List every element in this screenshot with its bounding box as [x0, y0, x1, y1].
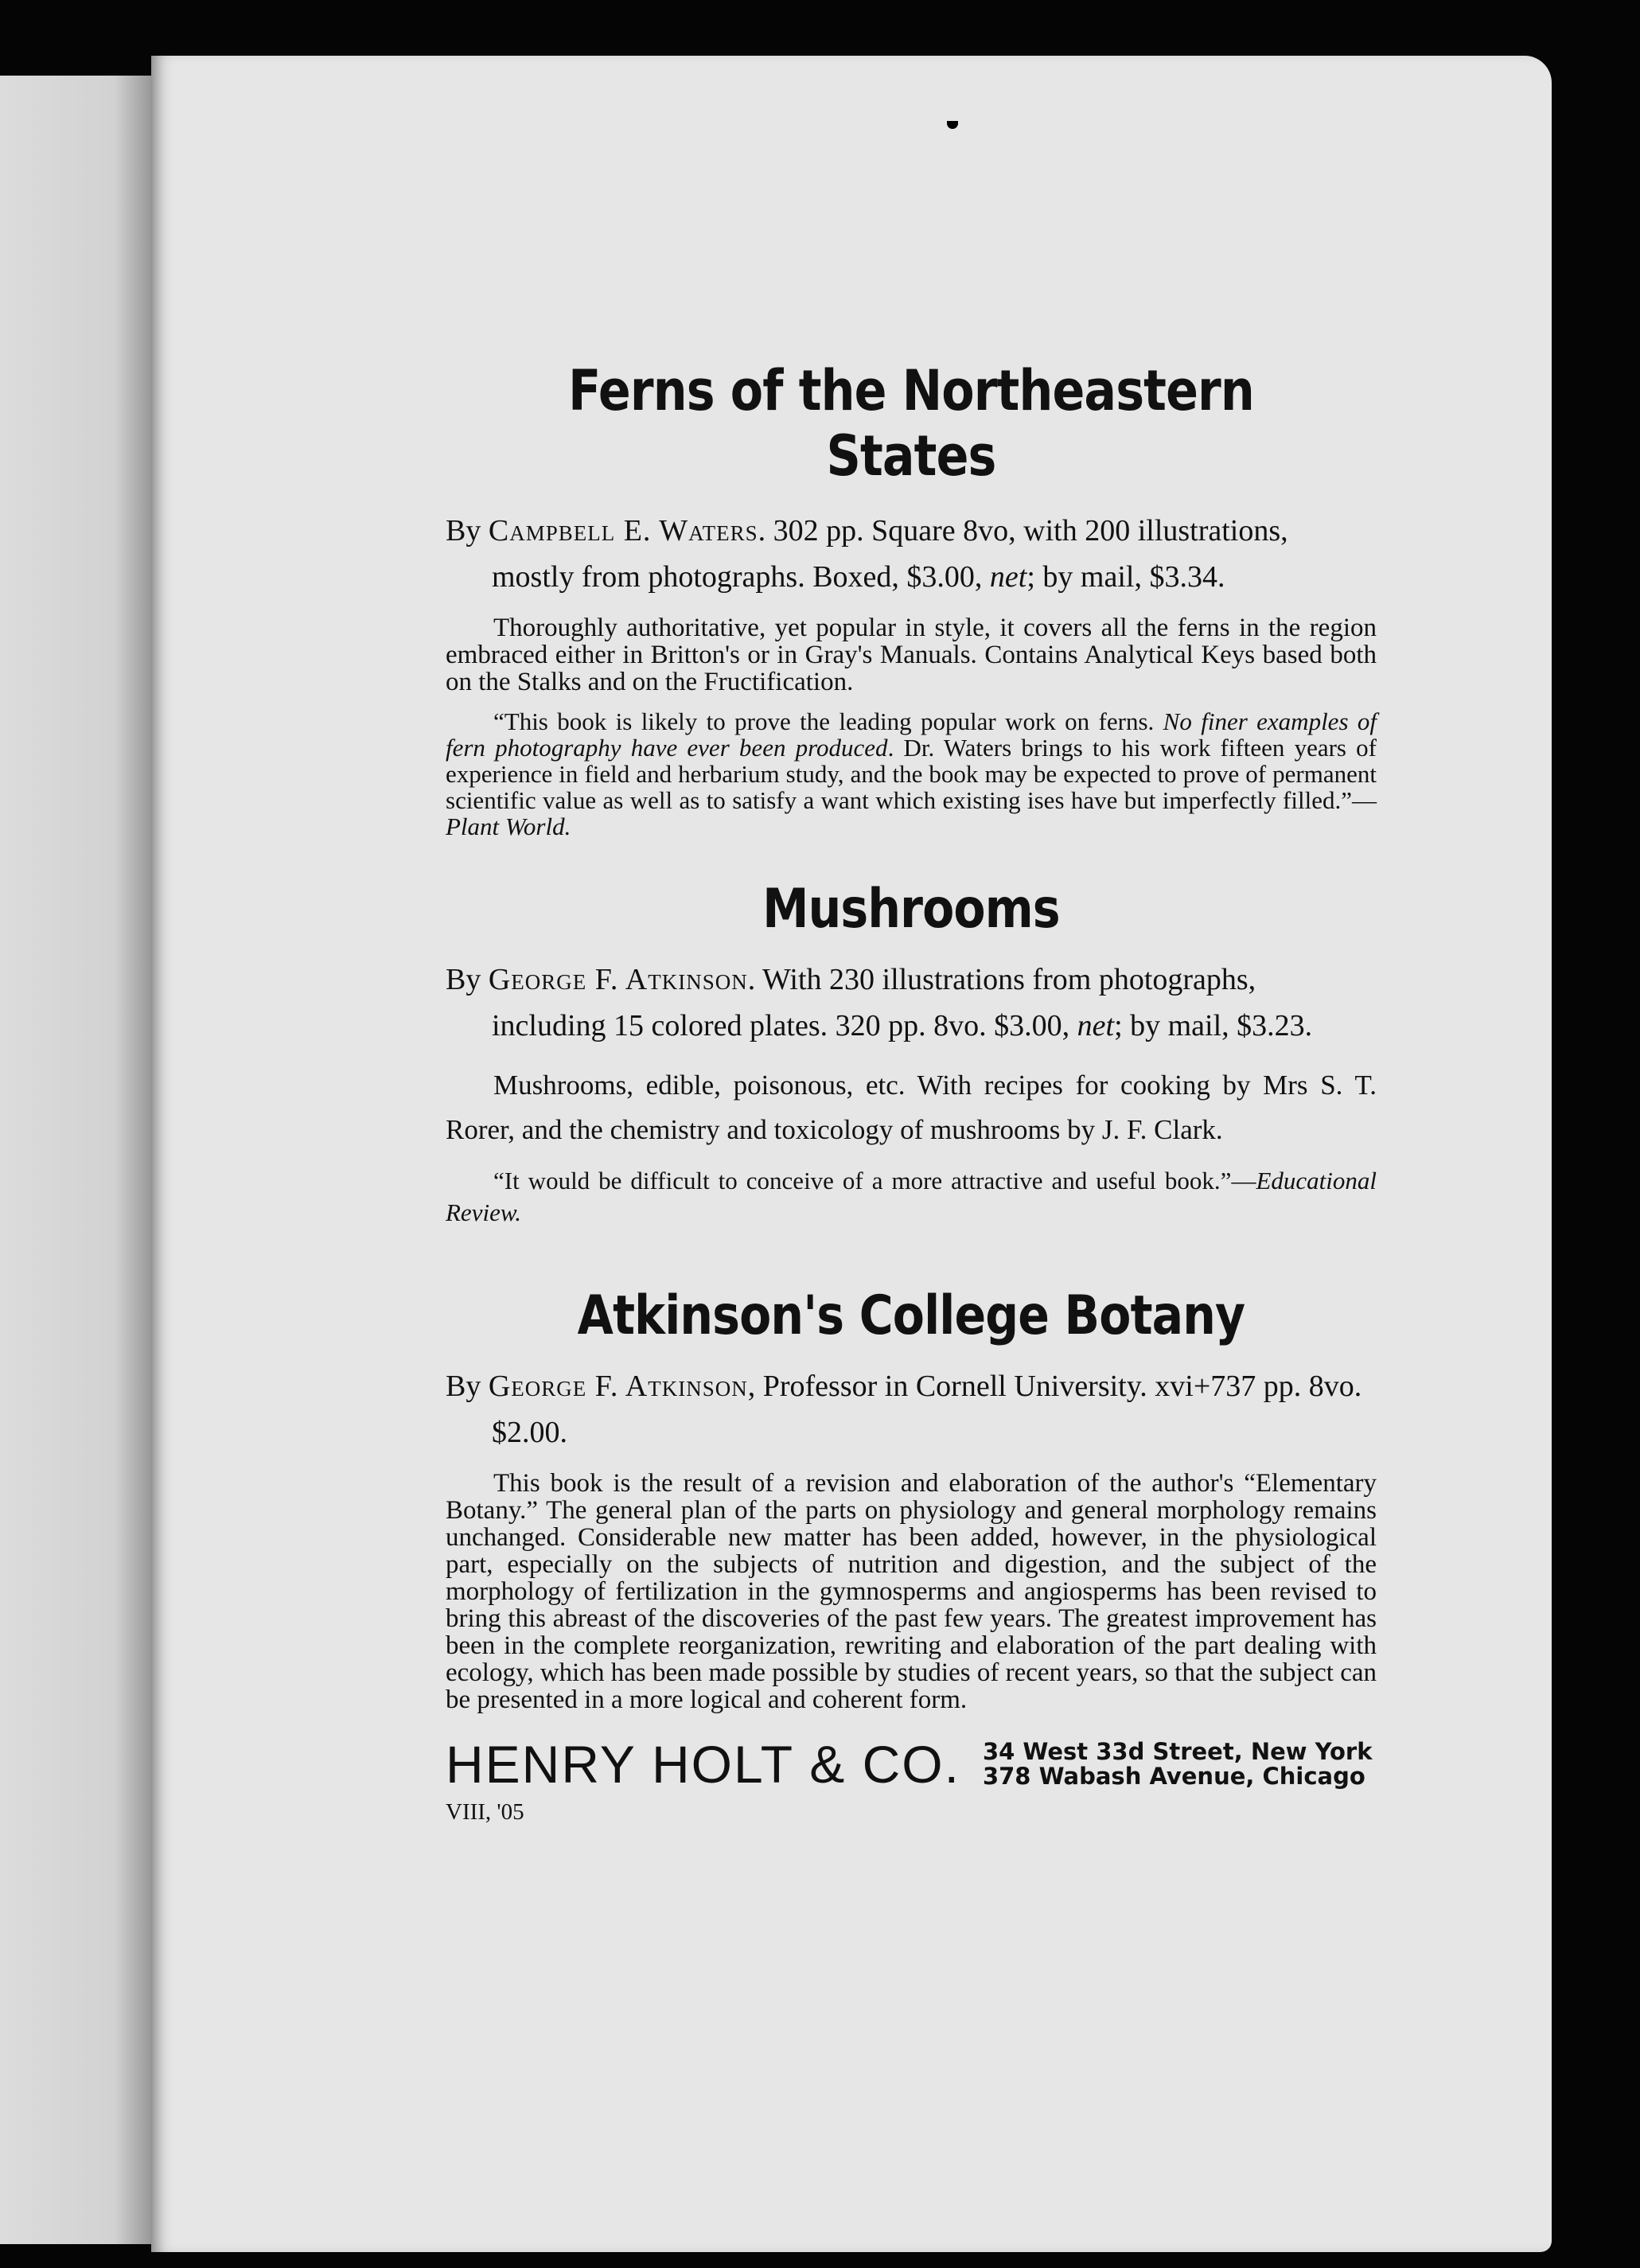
ferns-details: . 302 pp. Square 8vo, with 200 illustrations, mostly from photographs. Boxed, $3.00, — [492, 514, 1288, 594]
mushrooms-review-quote: “It would be difficult to conceive of a more attractive and useful book.”—Educational Review. — [446, 1167, 1377, 1226]
botany-title: Atkinson's College Botany — [577, 1284, 1245, 1347]
binding-mark — [947, 121, 958, 129]
botany-details: , Professor in Cornell University. xvi+737 pp. 8vo. $2.00. — [492, 1370, 1362, 1449]
ferns-byline: By Campbell E. Waters. 302 pp. Square 8vo, with 200 illustrations, mostly from photographs. Boxed, $3.00, net; by mail, $3.34. — [446, 514, 1288, 594]
publisher-name: HENRY HOLT & CO. — [446, 1735, 960, 1794]
ferns-quote-emphasis: No finer examples of fern photography have ever been produced — [446, 707, 1377, 762]
address-new-york: 34 West 33d Street, New York — [982, 1738, 1373, 1765]
ferns-mail-price: ; by mail, $3.34. — [1026, 560, 1225, 594]
mushrooms-title: Mushrooms — [762, 878, 1060, 941]
botany-listing — [446, 1284, 1377, 1713]
ferns-author: Campbell E. Waters — [488, 514, 758, 548]
publisher-footer — [446, 1736, 1377, 1793]
mushrooms-mail-price: ; by mail, $3.23. — [1114, 1009, 1313, 1042]
ferns-quote-source: Plant World. — [446, 813, 571, 840]
ferns-description: Thoroughly authoritative, yet popular in style, it covers all the ferns in the region embraced either in Britton's or in Gray's Manuals. Contains Analytical Keys based both on the Stalks and on the Fructification. — [446, 614, 1377, 696]
ferns-net: net — [989, 560, 1027, 594]
mushrooms-listing — [446, 878, 1377, 1229]
ferns-listing — [446, 358, 1377, 840]
mushrooms-details: . With 230 illustrations from photographs, including 15 colored plates. 320 pp. 8vo. $3.00, — [492, 963, 1256, 1042]
botany-author: George F. Atkinson — [488, 1370, 748, 1403]
botany-byline: By George F. Atkinson, Professor in Cornell University. xvi+737 pp. 8vo. $2.00. — [446, 1370, 1362, 1449]
ferns-review-quote: “This book is likely to prove the leading popular work on ferns. No finer examples of fern photography have ever been produced. Dr. Waters brings to his work fifteen years of experience in field and herbarium study, and the book may be expected to prove of permanent scientific value as well as to satisfy a want which existing ises have but imperfectly filled.”—Plant World. — [446, 707, 1377, 840]
botany-description: This book is the result of a revision and elaboration of the author's “Elementary Botany.” The general plan of the parts on physiology and general morphology remains unchanged. Considerable new matter has been added, however, in the physiological part, especially on the subjects of nutrition and digestion, and the subject of the morphology of fertilization in the gymnosperms and angiosperms has been revised to bring this abreast of the discoveries of the past few years. The greatest improvement has been in the complete reorganization, rewriting and elaboration of the part dealing with ecology, which has been made possible by studies of recent years, so that the subject can be presented in a more logical and coherent form. — [446, 1469, 1377, 1714]
issue-mark: VIII, '05 — [446, 1799, 524, 1825]
facing-page-edge — [0, 76, 163, 2244]
advertisement-page — [151, 56, 1552, 2252]
page-content — [446, 358, 1377, 1826]
publisher-addresses — [983, 1740, 1373, 1789]
ferns-title: Ferns of the Northeastern States — [568, 358, 1254, 489]
mushrooms-net: net — [1077, 1009, 1115, 1042]
mushrooms-byline: By George F. Atkinson. With 230 illustrations from photographs, including 15 colored plates. 320 pp. 8vo. $3.00, net; by mail, $3.23. — [446, 963, 1313, 1042]
address-chicago: 378 Wabash Avenue, Chicago — [982, 1763, 1365, 1790]
mushrooms-description: Mushrooms, edible, poisonous, etc. With recipes for cooking by Mrs S. T. Rorer, and the chemistry and toxicology of mushrooms by J. F. Clark. — [446, 1070, 1377, 1145]
mushrooms-quote-source: Educational Review. — [446, 1167, 1377, 1226]
mushrooms-author: George F. Atkinson — [488, 963, 748, 996]
